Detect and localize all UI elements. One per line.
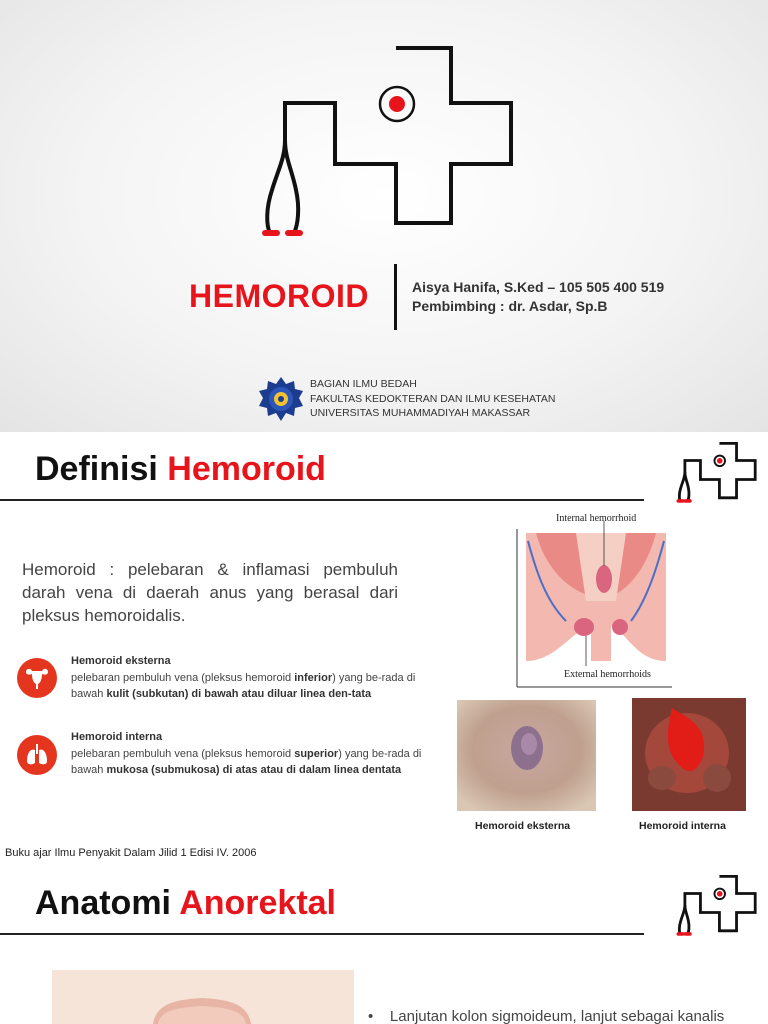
author-block [412,278,664,316]
presentation-title: HEMOROID [189,278,369,314]
eksterna-photo [457,700,596,811]
title-slide [0,0,768,432]
eksterna-caption: Hemoroid eksterna [475,820,571,832]
title-divider [394,264,397,330]
title-black: Anatomi [35,884,171,922]
title-underline [0,933,644,935]
internal-hemorrhoid-label: Internal hemorrhoid [556,513,637,524]
external-hemorrhoids-label: External hemorrhoids [564,669,651,680]
uterus-icon [17,658,57,698]
reference-text: Buku ajar Ilmu Penyakit Dalam Jilid 1 Edisi IV. 2006 [5,847,257,859]
stethoscope-cross-icon [674,439,758,505]
title-black: Definisi [35,450,158,488]
university-emblem-icon [258,376,304,422]
anorectal-anatomy-photo [52,970,354,1024]
faculty-line: FAKULTAS KEDOKTERAN DAN ILMU KESEHATAN [310,392,556,405]
eksterna-desc: pelebaran pembuluh vena (pleksus hemoroid inferior) yang be-rada di bawah kulit (subkutan) di bawah atau diluar linea den-tata [71,672,416,700]
definition-text: Hemoroid : pelebaran & inflamasi pembuluh darah vena di daerah anus yang berasal dari pleksus hemoroidalis. [22,560,398,625]
stethoscope-cross-icon [250,40,520,240]
interna-desc: pelebaran pembuluh vena (pleksus hemoroid superior) yang be-rada di bawah mukosa (submukosa) di atas atau di dalam linea dentata [71,748,422,776]
interna-title: Hemoroid interna [71,731,163,743]
university-line: UNIVERSITAS MUHAMMADIYAH MAKASSAR [310,407,531,419]
anatomy-bullet: • Lanjutan kolon sigmoideum, lanjut sebagai kanalis [368,1008,725,1024]
stethoscope-cross-icon [674,872,758,938]
lungs-icon [17,735,57,775]
title-underline [0,499,644,501]
slide-title [35,450,326,489]
title-red: Anorektal [179,884,337,922]
title-red: Hemoroid [167,450,326,488]
author-line: Aisya Hanifa, S.Ked – 105 505 400 519 [412,279,665,295]
anatomy-slide [0,866,768,1024]
department-block [310,377,555,421]
definition-slide [0,433,768,865]
department-line: BAGIAN ILMU BEDAH [310,378,417,390]
interna-caption: Hemoroid interna [639,820,726,832]
hemorrhoid-anatomy-diagram [516,511,674,689]
interna-photo [632,698,746,811]
eksterna-title: Hemoroid eksterna [71,655,171,667]
slide-title [35,884,336,923]
supervisor-line: Pembimbing : dr. Asdar, Sp.B [412,298,608,314]
